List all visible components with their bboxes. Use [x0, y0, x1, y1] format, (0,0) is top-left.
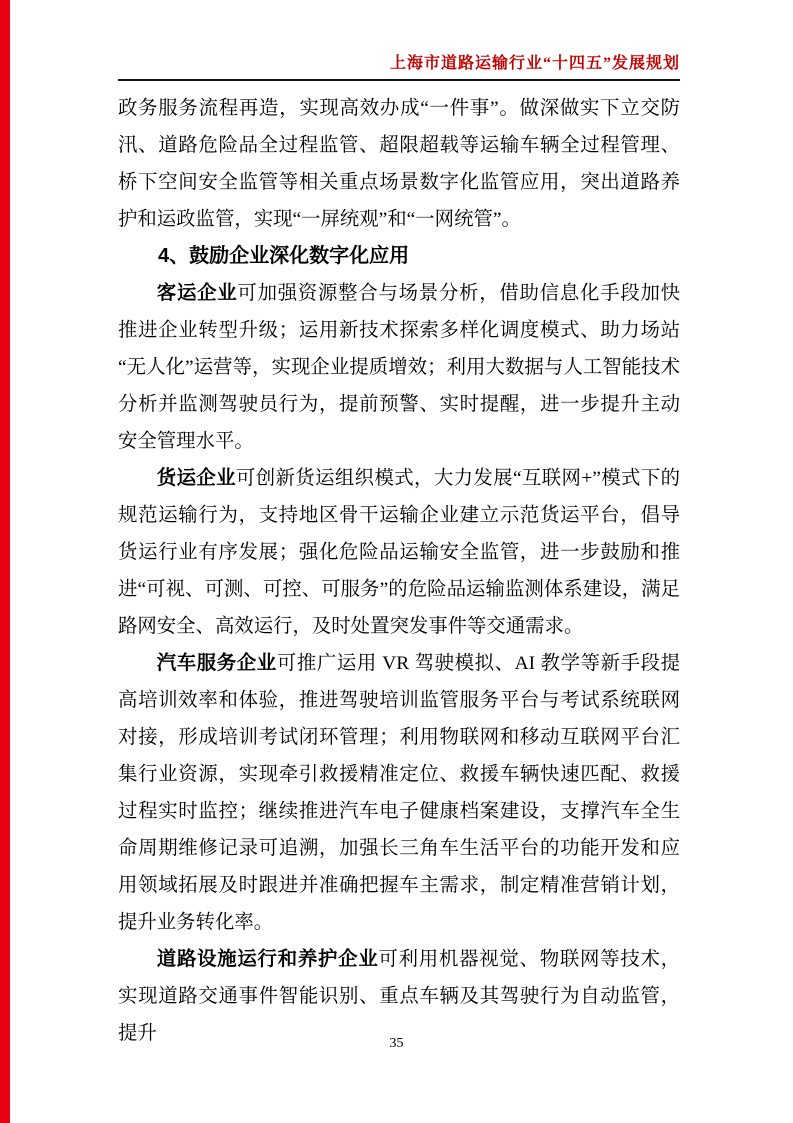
left-edge-accent-bar — [0, 0, 10, 1123]
body-paragraph: 客运企业可加强资源整合与场景分析，借助信息化手段加快推进企业转型升级；运用新技术探索多样化调度模式、助力场站“无人化”运营等，实现企业提质增效；利用大数据与人工智能技术分析并监测驾驶员行为，提前预警、实时提醒，进一步提升主动安全管理水平。 — [118, 282, 681, 452]
body-paragraph: 汽车服务企业可推广运用 VR 驾驶模拟、AI 教学等新手段提高培训效率和体验，推进驾驶培训监管服务平台与考试系统联网对接，形成培训考试闭环管理；利用物联网和移动互联网平台汇集行业资源，实现牵引救援精准定位、救援车辆快速匹配、救援过程实时监控；继续推进汽车电子健康档案建设，支撑汽车全生命周期维修记录可追溯，加强长三角车生活平台的功能开发和应用领域拓展及时跟进并准确把握车主需求，制定精准营销计划，提升业务转化率。 — [118, 652, 680, 933]
body-paragraph: 货运企业可创新货运组织模式，大力发展“互联网+”模式下的规范运输行为，支持地区骨干运输企业建立示范货运平台，倡导货运行业有序发展；强化危险品运输安全监管，进一步鼓励和推进“可视、可测、可控、可服务”的危险品运输监测体系建设，满足路网安全、高效运行，及时处置突发事件等交通需求。 — [118, 467, 681, 637]
paragraph-lead-term: 道路设施运行和养护企业 — [156, 948, 379, 970]
body-paragraph: 政务服务流程再造，实现高效办成“一件事”。做深做实下立交防汛、道路危险品全过程监管、超限超载等运输车辆全过程管理、桥下空间安全监管等相关重点场景数字化监管应用，突出道路养护和运政监管，实现“一屏统观”和“一网统管”。 — [118, 98, 680, 230]
section-heading: 4、鼓励企业深化数字化应用 — [158, 245, 410, 267]
body-paragraph: 道路设施运行和养护企业可利用机器视觉、物联网等技术，实现道路交通事件智能识别、重点车辆及其驾驶行为自动监管，提升 — [118, 948, 681, 1044]
paragraph-lead-term: 客运企业 — [156, 282, 238, 304]
page-number: 35 — [389, 1036, 404, 1051]
paragraph-lead-term: 汽车服务企业 — [156, 652, 277, 674]
page-body — [118, 90, 680, 1052]
header-rule — [118, 79, 680, 81]
paragraph-lead-term: 货运企业 — [156, 467, 236, 489]
page-header-title: 上海市道路运输行业“十四五”发展规划 — [389, 55, 680, 72]
